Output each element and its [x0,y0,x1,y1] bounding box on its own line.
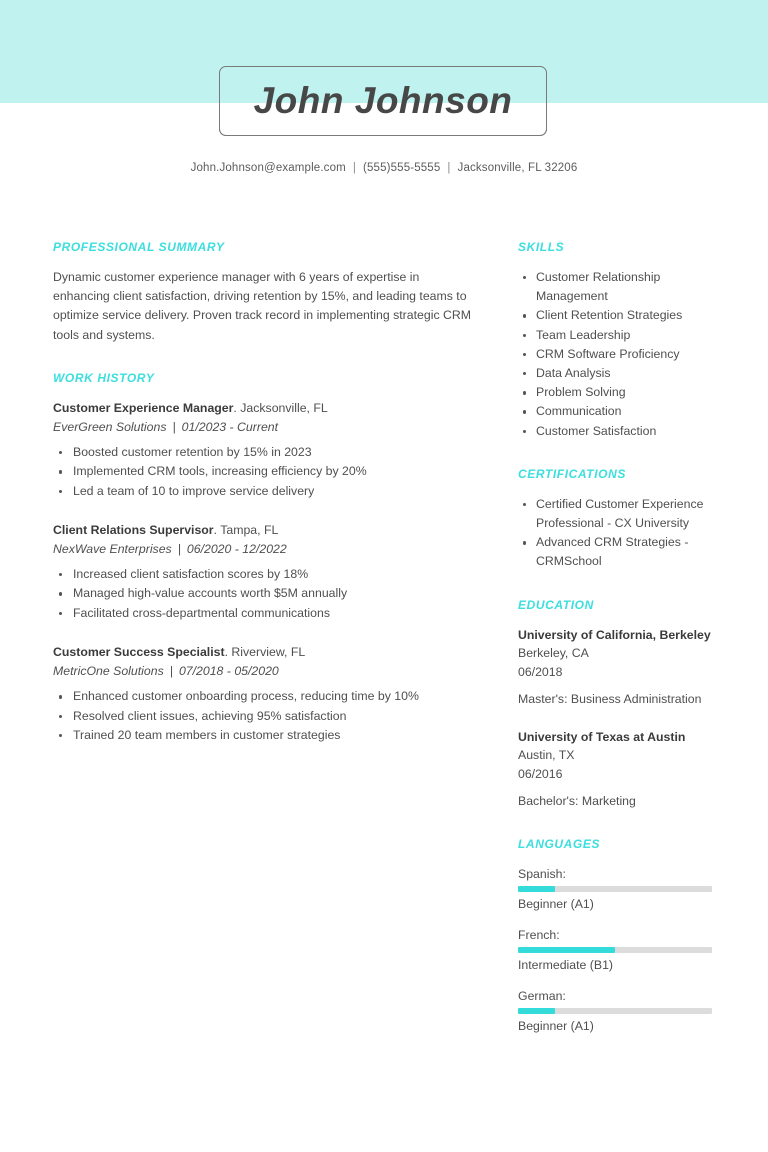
work-history-entry [53,521,473,623]
languages-list [518,865,718,1035]
language-proficiency-bar [518,886,712,892]
job-bullet: Facilitated cross-departmental communications [53,604,473,623]
education-date: 06/2016 [518,766,563,781]
job-bullet: Increased client satisfaction scores by 18% [53,565,473,584]
job-title-suffix: . [224,645,228,660]
skill-item: Communication [518,402,718,421]
language-name: German: [518,988,566,1003]
job-bullet: Boosted customer retention by 15% in 2023 [53,443,473,462]
education-location: Berkeley, CA [518,646,589,661]
job-location: Jacksonville, FL [240,400,328,415]
section-professional-summary [53,240,473,345]
language-name: Spanish: [518,866,566,881]
skill-item: Team Leadership [518,326,718,345]
language-entry [518,987,718,1035]
education-degree: Bachelor's: Marketing [518,794,636,809]
language-proficiency-fill [518,1008,555,1014]
work-history-list [53,399,473,746]
section-heading-education: EDUCATION [518,597,594,612]
left-column [53,240,473,771]
right-column [518,240,718,1061]
job-bullet: Resolved client issues, achieving 95% satisfaction [53,707,473,726]
job-bullet: Trained 20 team members in customer strategies [53,726,473,745]
language-level: Beginner (A1) [518,1018,594,1033]
job-title-suffix: . [213,523,218,538]
certification-item: Advanced CRM Strategies - CRMSchool [518,533,718,571]
job-title-line [53,399,473,418]
job-title: Customer Success Specialist [53,645,225,660]
section-work-history [53,371,473,746]
job-title-line [53,521,473,540]
section-heading-certifications: CERTIFICATIONS [518,466,626,481]
job-company: MetricOne Solutions [53,664,164,679]
job-bullet-list [53,565,473,623]
job-title: Customer Experience Manager [53,400,234,415]
job-dates: 01/2023 - Current [181,419,279,434]
skill-item: Problem Solving [518,383,718,402]
job-bullet: Enhanced customer onboarding process, reducing time by 10% [53,687,473,706]
contact-email[interactable]: John.Johnson@example.com [190,162,346,174]
section-heading-professional-summary: PROFESSIONAL SUMMARY [53,240,225,254]
work-history-entry [53,643,473,745]
language-proficiency-fill [518,886,555,892]
skill-item: Client Retention Strategies [518,306,718,325]
section-skills [518,240,718,441]
job-location: Riverview, FL [231,645,306,660]
certifications-list [518,495,718,572]
skill-item: Customer Satisfaction [518,422,718,441]
education-school: University of Texas at Austin [518,729,686,744]
education-entry [518,626,718,709]
job-bullet: Implemented CRM tools, increasing efficiency by 20% [53,462,473,481]
section-certifications [518,467,718,572]
language-level: Intermediate (B1) [518,957,614,972]
education-list [518,626,718,811]
job-title-suffix: . [233,400,237,415]
section-heading-languages: LANGUAGES [518,836,601,851]
work-history-entry [53,399,473,501]
job-meta-line [53,662,473,681]
page-title: John Johnson [253,80,513,121]
job-meta-line [53,418,473,437]
education-date: 06/2018 [518,664,563,679]
language-proficiency-bar [518,1008,712,1014]
language-proficiency-fill [518,947,615,953]
name-box [219,66,547,136]
job-dates: 07/2018 - 05/2020 [178,664,279,679]
contact-separator-2: | [447,162,451,174]
language-entry [518,865,718,913]
job-dates: 06/2020 - 12/2022 [186,542,287,557]
job-meta-separator: | [172,419,176,434]
skill-item: Data Analysis [518,364,718,383]
job-meta-separator: | [177,542,181,557]
language-proficiency-bar [518,947,712,953]
language-entry [518,926,718,974]
contact-phone[interactable]: (555)555-5555 [363,162,441,174]
job-bullet: Led a team of 10 to improve service delivery [53,482,473,501]
job-bullet: Managed high-value accounts worth $5M annually [53,584,473,603]
professional-summary-text: Dynamic customer experience manager with 6 years of expertise in enhancing client satisfaction, driving retention by 15%, and leading teams to optimize service delivery. Proven track record in implementing strategic CRM tools and systems. [53,270,472,342]
section-education [518,598,718,811]
job-title: Client Relations Supervisor [53,523,214,538]
job-location: Tampa, FL [220,523,279,538]
job-bullet-list [53,687,473,745]
job-meta-separator: | [169,664,173,679]
skill-item: Customer Relationship Management [518,268,718,306]
education-entry [518,728,718,811]
contact-separator-1: | [352,162,356,174]
language-name: French: [518,927,560,942]
contact-location: Jacksonville, FL 32206 [457,162,578,174]
job-meta-line [53,540,473,559]
education-location: Austin, TX [518,748,575,763]
job-title-line [53,643,473,662]
job-bullet-list [53,443,473,501]
job-company: EverGreen Solutions [53,419,167,434]
section-heading-skills: SKILLS [518,240,565,254]
section-heading-work-history: WORK HISTORY [53,370,155,385]
education-school: University of California, Berkeley [518,627,711,642]
job-company: NexWave Enterprises [53,542,172,557]
education-degree: Master's: Business Administration [518,692,702,707]
contact-line [0,162,768,174]
certification-item: Certified Customer Experience Professional - CX University [518,495,718,533]
skills-list [518,268,718,441]
section-languages [518,837,718,1035]
skill-item: CRM Software Proficiency [518,345,718,364]
language-level: Beginner (A1) [518,896,594,911]
